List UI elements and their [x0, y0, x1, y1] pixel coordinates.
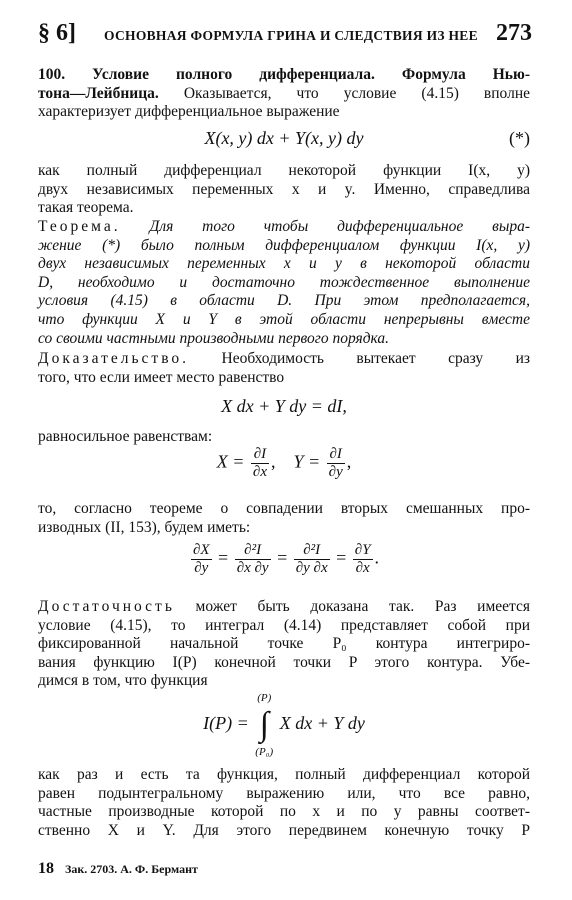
then-line-2: изводных (II, 153), будем иметь:: [38, 518, 251, 536]
sufficiency-label: Достаточность: [38, 598, 175, 615]
suff-text-1: может быть доказана так. Раз имеется: [174, 598, 530, 615]
theorem-line-7: со своими частными производными первого порядка.: [38, 329, 390, 347]
formula-integral: [38, 692, 530, 758]
fraction-d2I-dydx: [294, 542, 330, 577]
proof-line-2: того, что если имеет место равенство: [38, 368, 285, 386]
last-line-2: равен подынтегральному выражению или, что все равно,: [38, 784, 530, 802]
section-number: § 6]: [38, 20, 76, 46]
then-paragraph: [38, 500, 530, 537]
running-title: ОСНОВНАЯ ФОРМУЛА ГРИНА И СЛЕДСТВИЯ ИЗ НЕЕ: [104, 28, 478, 43]
integral-lower-limit: (P₀): [255, 746, 274, 758]
integral-integrand: X dx + Y dy: [279, 713, 365, 734]
suff-line-3: фиксированной начальной точке P₀ контура интегриро-: [38, 635, 530, 653]
theorem-line-6: что функции X и Y в этой области непрерывны вместе: [38, 310, 530, 328]
suff-line-5: димся в том, что функция: [38, 672, 208, 690]
integral-sign: ∫: [259, 706, 269, 743]
theorem-line-3: двух независимых переменных x и y в некоторой области: [38, 255, 530, 273]
denominator: ∂x: [252, 464, 267, 480]
denominator: ∂y: [328, 464, 343, 480]
equals-sign: =: [277, 547, 288, 568]
suff-line-2: условие (4.15), то интеграл (4.14) представляет собой при: [38, 616, 530, 634]
theorem-line-4: D, необходимо и достаточно тождественное выполнение: [38, 273, 530, 291]
proof-text-1: Необходимость вытекает сразу из: [189, 350, 530, 367]
equiv-line: равносильное равенствам:: [38, 428, 213, 445]
denominator: ∂x ∂y: [236, 560, 269, 576]
fraction-dX-dy: [191, 542, 212, 577]
theorem-label: Теорема.: [38, 218, 121, 235]
numerator: ∂²I: [235, 542, 271, 560]
integral-lhs: I(P) =: [203, 713, 249, 734]
proof-label: Доказательство.: [38, 350, 190, 367]
printer-note: Зак. 2703. А. Ф. Бермант: [65, 862, 198, 876]
proof-line-1: [38, 350, 530, 369]
numerator: ∂²I: [294, 542, 330, 560]
suff-line-4: вания функцию I(P) конечной точки P этого контура. Убе-: [38, 653, 530, 671]
partials-x: X =: [216, 451, 245, 472]
integral-upper-limit: (P): [257, 692, 272, 704]
denominator: ∂y: [194, 560, 209, 576]
last-line-4: ственно X и Y. Для этого передвинем конечную точку P: [38, 821, 530, 839]
formula-star: [38, 128, 530, 149]
partials-end: ,: [346, 451, 352, 472]
fraction-dY-dx: [353, 542, 373, 577]
theorem-text-1: Для того чтобы дифференциальное выра-: [120, 218, 530, 235]
page-number: 273: [496, 20, 532, 46]
numerator: ∂I: [251, 446, 269, 464]
formula-partials: [38, 446, 530, 481]
formula-mixed: [38, 542, 530, 577]
page-footer: [38, 860, 198, 878]
theorem-line-2: жение (*) было полным дифференциалом функции I(x, y): [38, 236, 530, 254]
last-line-1: как раз и есть та функция, полный дифференциал которой: [38, 766, 530, 783]
denominator: ∂x: [355, 560, 370, 576]
last-paragraph: [38, 766, 530, 840]
p2-line-2: двух независимых переменных x и y. Именно, справедлива: [38, 180, 530, 198]
theorem-line-5: условия (4.15) в области D. При этом предполагается,: [38, 292, 530, 310]
fraction-dI-dx: [251, 446, 269, 481]
equiv-paragraph: [38, 428, 530, 447]
last-line-3: частные производные которой по x и по y равны соответ-: [38, 803, 530, 821]
intro-line-2: [38, 85, 530, 104]
intro-heading-end: тона—Лейбница.: [38, 84, 159, 102]
formula-star-expression: X(x, y) dx + Y(x, y) dy: [204, 128, 364, 148]
fraction-dI-dy: [327, 446, 345, 481]
proof-paragraph: [38, 350, 530, 387]
equals-sign: =: [218, 547, 229, 568]
sheet-number: 18: [38, 860, 54, 877]
equals-sign: =: [336, 547, 347, 568]
formula-star-tag: (*): [509, 128, 530, 148]
integral-sign-group: [253, 692, 275, 758]
sufficiency-paragraph: [38, 598, 530, 691]
theorem-line-1: [38, 218, 530, 237]
denominator: ∂y ∂x: [295, 560, 328, 576]
intro-line-3: характеризует дифференциальное выражение: [38, 103, 340, 121]
partials-y: Y =: [293, 451, 321, 472]
paragraph-2: [38, 162, 530, 218]
fraction-d2I-dxdy: [235, 542, 271, 577]
numerator: ∂Y: [354, 542, 371, 558]
theorem-paragraph: [38, 218, 530, 348]
numerator: ∂X: [192, 542, 210, 558]
page-header: [38, 20, 532, 50]
formula-dI: X dx + Y dy = dI,: [221, 396, 347, 416]
numerator: ∂I: [327, 446, 345, 464]
suff-line-1: [38, 598, 530, 617]
intro-text: Оказывается, что условие (4.15) вполне: [158, 84, 530, 102]
p2-line-1: как полный дифференциал некоторой функции I(x, y): [38, 162, 530, 179]
p2-line-3: такая теорема.: [38, 199, 134, 217]
intro-line-1: 100. Условие полного дифференциала. Формула Нью-: [38, 66, 530, 83]
mixed-end: .: [374, 547, 380, 568]
intro-paragraph: [38, 66, 530, 122]
partials-sep: ,: [270, 451, 276, 472]
then-line-1: то, согласно теореме о совпадении вторых смешанных про-: [38, 500, 530, 517]
